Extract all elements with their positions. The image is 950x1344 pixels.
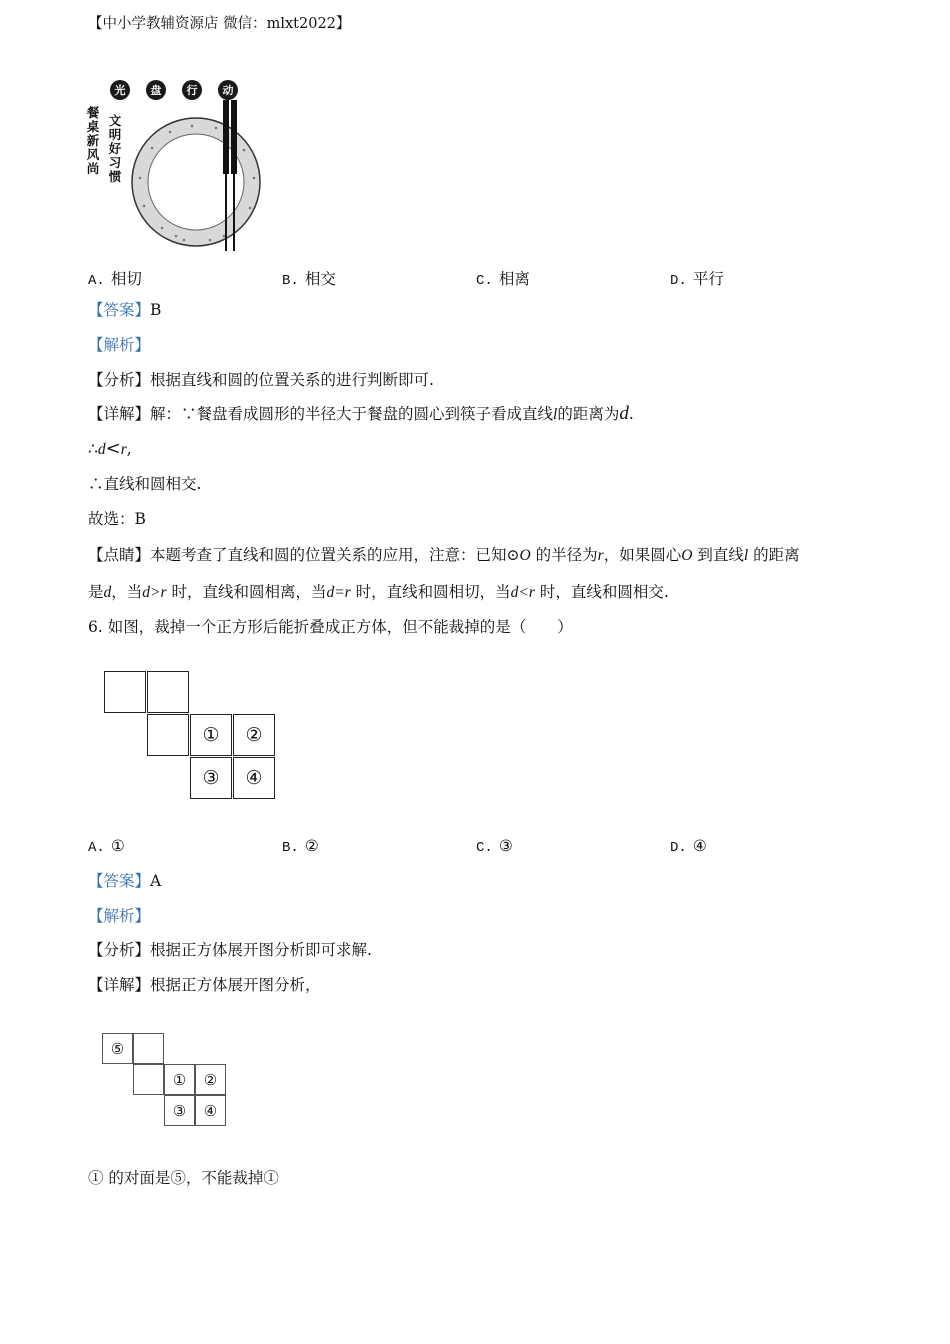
net-cell-1: ① bbox=[190, 714, 232, 756]
net-cell-blank-2 bbox=[147, 671, 189, 713]
net-cell-2: ② bbox=[233, 714, 275, 756]
q5-option-d: D. 平行 bbox=[670, 270, 724, 289]
sol-cell-2: ② bbox=[195, 1064, 226, 1095]
badge-guang: 光 bbox=[110, 80, 130, 100]
q5-answer: 【答案】B bbox=[88, 301, 162, 319]
q5-step1: ∴d<r, bbox=[88, 438, 132, 459]
badge-dong: 动 bbox=[218, 80, 238, 100]
net-cell-4: ④ bbox=[233, 757, 275, 799]
sol-cell-blank-2 bbox=[133, 1064, 164, 1095]
q6-option-c: C. ③ bbox=[476, 837, 513, 856]
sol-cell-3: ③ bbox=[164, 1095, 195, 1126]
q6-fenxi: 【分析】根据正方体展开图分析即可求解. bbox=[88, 941, 372, 959]
q6-answer: 【答案】A bbox=[88, 872, 162, 890]
net-cell-3: ③ bbox=[190, 757, 232, 799]
q5-option-b: B. 相交 bbox=[282, 270, 336, 289]
q6-detail: 【详解】根据正方体展开图分析， bbox=[88, 976, 321, 994]
badge-pan: 盘 bbox=[146, 80, 166, 100]
solution-net-figure bbox=[102, 1033, 228, 1131]
q6-option-a: A. ① bbox=[88, 837, 125, 856]
net-cell-blank-3 bbox=[147, 714, 189, 756]
badge-xing: 行 bbox=[182, 80, 202, 100]
q5-note-line1: 【点睛】本题考查了直线和圆的位置关系的应用，注意：已知⊙O 的半径为r，如果圆心O 到直线l 的距离 bbox=[88, 546, 800, 564]
q5-option-a: A. 相切 bbox=[88, 270, 142, 289]
q6-option-d: D. ④ bbox=[670, 837, 707, 856]
q5-step2: ∴直线和圆相交. bbox=[88, 475, 202, 493]
right-caption: 文明好习惯 bbox=[108, 113, 122, 184]
net-cell-blank-1 bbox=[104, 671, 146, 713]
q6-question: 6. 如图，裁掉一个正方形后能折叠成正方体，但不能裁掉的是（ ） bbox=[88, 618, 573, 636]
plate-figure bbox=[84, 78, 274, 253]
q6-analysis-tag: 【解析】 bbox=[88, 907, 151, 925]
q6-conclusion: ① 的对面是⑤，不能裁掉① bbox=[88, 1169, 279, 1187]
q5-note-line2: 是d，当d>r 时，直线和圆相离，当d=r 时，直线和圆相切，当d<r 时，直线和圆相交. bbox=[88, 583, 669, 601]
q6-option-b: B. ② bbox=[282, 837, 319, 856]
sol-cell-4: ④ bbox=[195, 1095, 226, 1126]
cube-net-figure bbox=[104, 671, 279, 803]
q5-analysis-tag: 【解析】 bbox=[88, 336, 151, 354]
plate-drawing bbox=[84, 78, 274, 253]
q5-choose: 故选：B bbox=[88, 510, 146, 528]
left-caption: 餐桌新风尚 bbox=[86, 105, 100, 176]
q5-option-c: C. 相离 bbox=[476, 270, 530, 289]
sol-cell-1: ① bbox=[164, 1064, 195, 1095]
q5-fenxi: 【分析】根据直线和圆的位置关系的进行判断即可. bbox=[88, 371, 434, 389]
sol-cell-5: ⑤ bbox=[102, 1033, 133, 1064]
q5-detail: 【详解】解：∵餐盘看成圆形的半径大于餐盘的圆心到筷子看成直线l的距离为d. bbox=[88, 403, 634, 424]
sol-cell-blank-1 bbox=[133, 1033, 164, 1064]
page-header: 【中小学教辅资源店 微信：mlxt2022】 bbox=[88, 16, 351, 32]
